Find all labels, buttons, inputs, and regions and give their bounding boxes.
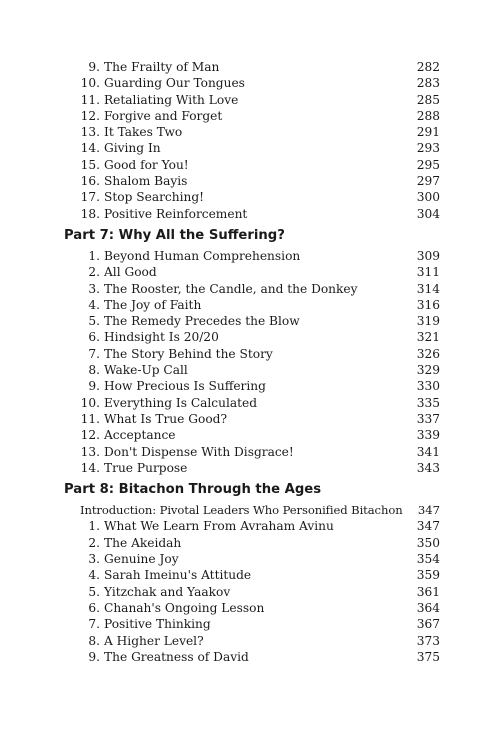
toc-entry-title: Good for You! xyxy=(104,157,189,172)
toc-entry-number: 6. xyxy=(88,330,100,345)
toc-entry-page: 341 xyxy=(416,444,440,459)
toc-entry-page: 304 xyxy=(416,206,440,221)
toc-entry xyxy=(80,427,440,443)
toc-entry-title: Shalom Bayis xyxy=(104,174,188,189)
toc-entry-page: 309 xyxy=(416,248,440,263)
toc-entry-label xyxy=(80,633,204,649)
toc-entry-page: 354 xyxy=(416,552,440,567)
toc-entry xyxy=(80,378,440,394)
toc-entry xyxy=(80,633,440,649)
toc-entry-title: It Takes Two xyxy=(104,125,183,140)
toc-entry-label xyxy=(80,297,201,313)
toc-entry-number: 1. xyxy=(88,519,100,534)
toc-entry-page: 326 xyxy=(416,346,440,361)
toc-entry xyxy=(80,297,440,313)
toc-entry-title: The Greatness of David xyxy=(104,649,249,664)
toc-entry-label xyxy=(80,460,187,476)
toc-entry xyxy=(80,329,440,345)
toc-entry xyxy=(80,600,440,616)
toc-entry-number: 18. xyxy=(80,206,100,221)
toc-entry xyxy=(80,411,440,427)
toc-entry-label xyxy=(80,248,300,264)
toc-entry xyxy=(80,75,440,91)
toc-entry-page: 288 xyxy=(416,108,440,123)
toc-entry-page: 364 xyxy=(416,600,440,615)
toc-entry-label xyxy=(80,535,181,551)
toc-entry-label xyxy=(80,75,245,91)
toc-entry-label xyxy=(80,124,182,140)
toc-group-continued xyxy=(64,59,440,222)
toc-entry-number: 5. xyxy=(88,584,100,599)
toc-entry-page: 335 xyxy=(416,395,440,410)
toc-entry-page: 361 xyxy=(416,584,440,599)
toc-entry-page: 314 xyxy=(416,281,440,296)
toc-entry-page: 293 xyxy=(416,141,440,156)
toc-entry-label xyxy=(80,411,227,427)
toc-entry-number: 10. xyxy=(80,76,100,91)
toc-entry-number: 13. xyxy=(80,125,100,140)
toc-entry xyxy=(80,535,440,551)
toc-entry-number: 17. xyxy=(80,190,100,205)
table-of-contents xyxy=(64,59,440,665)
toc-entry-title: What Is True Good? xyxy=(104,411,227,426)
toc-entry-page: 321 xyxy=(416,330,440,345)
toc-entry-page: 339 xyxy=(416,428,440,443)
toc-entry-label xyxy=(80,264,157,280)
toc-entry xyxy=(80,140,440,156)
toc-entry-number: 3. xyxy=(88,281,100,296)
toc-entry-title: Wake-Up Call xyxy=(104,363,188,378)
toc-entry-title: Introduction: Pivotal Leaders Who Personified Bitachon xyxy=(80,503,403,518)
toc-entry xyxy=(80,206,440,222)
toc-entry-label xyxy=(80,567,251,583)
toc-entry-number: 16. xyxy=(80,174,100,189)
toc-entry-number: 11. xyxy=(80,411,100,426)
toc-entry-title: The Joy of Faith xyxy=(104,297,202,312)
toc-entry-label xyxy=(80,329,219,345)
toc-entry-label xyxy=(80,362,188,378)
toc-entry-label xyxy=(80,346,273,362)
toc-entry-label xyxy=(80,427,176,443)
toc-entry-number: 9. xyxy=(88,60,100,74)
toc-entry-number: 14. xyxy=(80,141,100,156)
toc-entry-number: 10. xyxy=(80,395,100,410)
toc-entry-number: 11. xyxy=(80,92,100,107)
toc-entry-title: Everything Is Calculated xyxy=(104,395,258,410)
toc-entry-number: 7. xyxy=(88,617,100,632)
toc-entry-title: Genuine Joy xyxy=(104,552,179,567)
toc-entry-label xyxy=(80,584,230,600)
toc-entry-page: 311 xyxy=(416,265,440,280)
toc-entry-number: 7. xyxy=(88,346,100,361)
toc-intro-entry xyxy=(80,502,440,518)
toc-entry-label xyxy=(80,518,334,534)
toc-entry-page: 343 xyxy=(416,460,440,475)
toc-entry-title: Yitzchak and Yaakov xyxy=(104,584,231,599)
toc-entry-number: 15. xyxy=(80,157,100,172)
part-heading: Part 8: Bitachon Through the Ages xyxy=(64,482,322,498)
toc-entry-title: Don't Dispense With Disgrace! xyxy=(104,444,294,459)
toc-entry-title: Beyond Human Comprehension xyxy=(104,248,301,263)
toc-entry-label xyxy=(80,551,179,567)
toc-entry-title: How Precious Is Suffering xyxy=(104,379,266,394)
toc-entry-label xyxy=(80,313,300,329)
toc-entry-label xyxy=(80,173,187,189)
toc-entry-number: 14. xyxy=(80,460,100,475)
toc-entry-title: The Rooster, the Candle, and the Donkey xyxy=(104,281,358,296)
toc-entry-page: 285 xyxy=(416,92,440,107)
toc-entry-title: The Story Behind the Story xyxy=(104,346,273,361)
toc-entry-label xyxy=(80,206,247,222)
toc-entry-title: Forgive and Forget xyxy=(104,108,223,123)
toc-entry xyxy=(80,189,440,205)
toc-entry-page: 295 xyxy=(416,157,440,172)
toc-entry xyxy=(80,616,440,632)
toc-entry-number: 12. xyxy=(80,428,100,443)
toc-entry-title: The Remedy Precedes the Blow xyxy=(104,314,300,329)
toc-entry xyxy=(80,584,440,600)
toc-entry-page: 329 xyxy=(416,363,440,378)
toc-entry-title: Giving In xyxy=(104,141,161,156)
toc-entry xyxy=(80,92,440,108)
toc-entry-number: 8. xyxy=(88,633,100,648)
toc-entry-number: 1. xyxy=(88,248,100,263)
toc-entry-page: 375 xyxy=(416,649,440,664)
toc-entry xyxy=(80,346,440,362)
toc-entry-page: 316 xyxy=(416,297,440,312)
toc-entry xyxy=(80,248,440,264)
toc-entry xyxy=(80,649,440,665)
toc-entry-page: 319 xyxy=(416,314,440,329)
toc-entry xyxy=(80,313,440,329)
toc-entry-number: 5. xyxy=(88,314,100,329)
toc-entry-title: Acceptance xyxy=(104,428,176,443)
toc-entry-title: Chanah's Ongoing Lesson xyxy=(104,600,265,615)
toc-entry-title: The Akeidah xyxy=(104,535,182,550)
toc-entry-title: Positive Thinking xyxy=(104,617,211,632)
toc-entry-title: All Good xyxy=(104,265,157,280)
toc-entry-title: Retaliating With Love xyxy=(104,92,239,107)
toc-entry-label xyxy=(80,649,249,665)
toc-entry xyxy=(80,264,440,280)
toc-entry-number: 2. xyxy=(88,535,100,550)
toc-entry-label xyxy=(80,616,211,632)
toc-entry xyxy=(80,460,440,476)
toc-entry-page: 330 xyxy=(416,379,440,394)
toc-entry-page: 282 xyxy=(416,60,440,74)
part-heading: Part 7: Why All the Suffering? xyxy=(64,227,285,243)
toc-entry-number: 4. xyxy=(88,568,100,583)
toc-entry-page: 283 xyxy=(416,76,440,91)
toc-entry-page: 350 xyxy=(416,535,440,550)
toc-entry-title: A Higher Level? xyxy=(104,633,204,648)
toc-entry-title: What We Learn From Avraham Avinu xyxy=(104,519,334,534)
toc-entry-page: 359 xyxy=(416,568,440,583)
toc-entry-number: 6. xyxy=(88,600,100,615)
toc-entry-title: Positive Reinforcement xyxy=(104,206,248,221)
toc-entry xyxy=(80,173,440,189)
toc-entry-number: 12. xyxy=(80,108,100,123)
toc-entry-label xyxy=(80,378,266,394)
toc-entry-label xyxy=(80,395,257,411)
toc-entry-number: 2. xyxy=(88,265,100,280)
toc-entry xyxy=(80,108,440,124)
toc-group-part7 xyxy=(64,248,440,476)
toc-entry-label xyxy=(80,444,294,460)
toc-entry-page: 367 xyxy=(416,617,440,632)
toc-entry-page: 337 xyxy=(416,411,440,426)
toc-entry xyxy=(80,567,440,583)
toc-entry-label xyxy=(80,189,204,205)
toc-entry-number: 8. xyxy=(88,363,100,378)
toc-entry xyxy=(80,395,440,411)
toc-entry-number: 4. xyxy=(88,297,100,312)
toc-entry-label xyxy=(80,600,264,616)
toc-entry-label xyxy=(80,157,189,173)
toc-entry-page: 300 xyxy=(416,190,440,205)
toc-entry-number: 13. xyxy=(80,444,100,459)
toc-group-part8 xyxy=(64,502,440,665)
toc-entry-number: 9. xyxy=(88,379,100,394)
toc-entry-label xyxy=(80,108,222,124)
toc-entry xyxy=(80,444,440,460)
toc-entry-title: Stop Searching! xyxy=(104,190,205,205)
toc-entry-title: True Purpose xyxy=(104,460,188,475)
toc-entry-title: The Frailty of Man xyxy=(104,60,220,74)
toc-entry-title: Sarah Imeinu's Attitude xyxy=(104,568,252,583)
toc-entry xyxy=(80,518,440,534)
toc-entry xyxy=(80,362,440,378)
toc-entry-label xyxy=(80,92,238,108)
toc-entry-page: 373 xyxy=(416,633,440,648)
toc-entry-label xyxy=(80,140,161,156)
toc-entry xyxy=(80,59,440,75)
toc-entry-number: 3. xyxy=(88,552,100,567)
toc-entry-label xyxy=(80,59,219,75)
toc-entry-title: Hindsight Is 20/20 xyxy=(104,330,219,345)
toc-entry-title: Guarding Our Tongues xyxy=(104,76,245,91)
toc-entry xyxy=(80,157,440,173)
toc-entry xyxy=(80,124,440,140)
toc-entry-page: 347 xyxy=(416,519,440,534)
toc-entry xyxy=(80,551,440,567)
toc-entry xyxy=(80,281,440,297)
toc-entry-page: 291 xyxy=(416,125,440,140)
toc-entry-page: 347 xyxy=(417,503,440,518)
toc-entry-label xyxy=(80,281,358,297)
toc-entry-number: 9. xyxy=(88,649,100,664)
toc-entry-page: 297 xyxy=(416,174,440,189)
